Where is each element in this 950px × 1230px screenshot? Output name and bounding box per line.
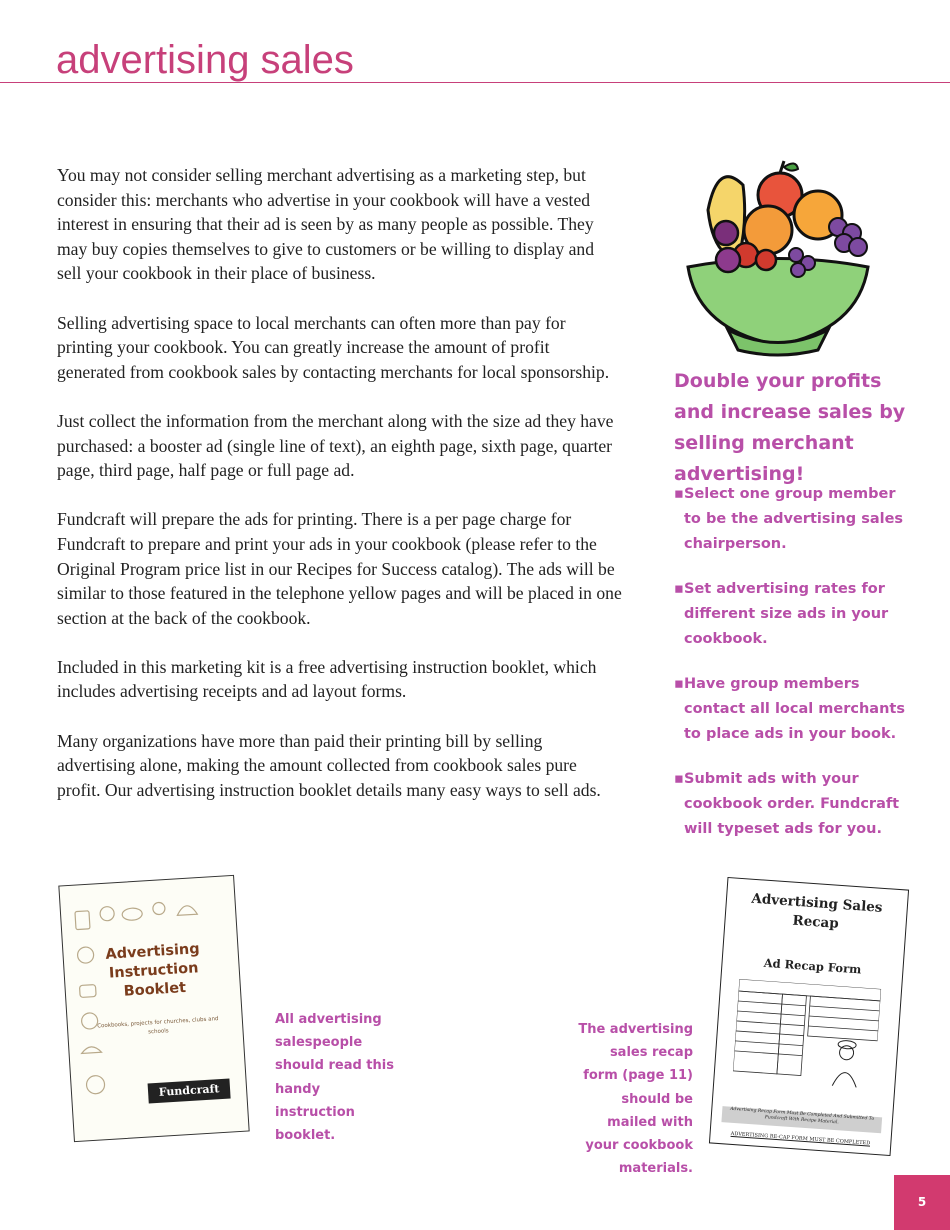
booklet-title: Advertising Instruction Booklet [105,941,201,1000]
list-item: ▪ Set advertising rates for different size ads in your cookbook. [674,577,914,652]
fundcraft-logo: Fundcraft [148,1079,231,1104]
paragraph: Fundcraft will prepare the ads for printing. There is a per page charge for Fundcraft to prepare and print your ads in your cookbook (please refer to the Original Program price list in our Recipes for Success catalog). The ads will be similar to those featured in the telephone yellow pages and will be placed in one section at the back of the cookbook. [57,509,622,628]
page-title: advertising sales [56,38,354,82]
booklet-subtitle: Cookbooks, projects for churches, clubs and schools [97,1016,219,1036]
list-item: ▪ Select one group member to be the advertising sales chairperson. [674,482,914,557]
list-item: ▪ Submit ads with your cookbook order. Fundcraft will typeset ads for you. [674,767,914,842]
sidebar-heading: Double your profits and increase sales by selling merchant advertising! [674,370,906,485]
title-rule [0,82,950,83]
paragraph: Many organizations have more than paid their printing bill by selling advertising alone, making the amount collected from cookbook sales pure profit. Our advertising instruction booklet details many easy ways to sell ads. [57,730,601,800]
recap-title: Advertising Sales Recap [750,890,883,932]
paragraph: Just collect the information from the merchant along with the size ad they have purchased: a booster ad (single line of text), an eighth page, sixth page, quarter page, third page, half page or full page ad. [57,410,614,481]
booklet-caption: All advertising salespeople should read this handy instruction booklet. [275,1012,394,1144]
recap-form-title: Ad Recap Form [763,955,862,977]
list-item: ▪ Have group members contact all local merchants to place ads in your book. [674,672,914,747]
recap-caption: The advertising sales recap form (page 11) should be mailed with your cookbook materials. [578,1022,693,1177]
recap-form-image [709,877,909,1156]
sidebar-bullet-list [674,482,914,862]
paragraph: Selling advertising space to local merchants can often more than pay for printing your cookbook. You can greatly increase the amount of profit generated from cookbook sales by contacting merchants for local sponsorship. [57,312,610,382]
body-text [57,163,622,827]
fruit-bowl-illustration [668,155,888,360]
recap-table-graphic [732,979,881,1089]
paragraph: Included in this marketing kit is a free advertising instruction booklet, which includes advertising receipts and ad layout forms. [57,656,597,702]
instruction-booklet-image [58,875,249,1142]
paragraph: You may not consider selling merchant advertising as a marketing step, but consider this: merchants who advertise in your cookbook will have a vested interest in ensuring that their ad is seen by as many people as possible. They may buy copies themselves to give to customers or be willing to display and sell your cookbook in their place of business. [57,165,595,284]
recap-footer-text: ADVERTISING RE-CAP FORM MUST BE COMPLETED [730,1130,871,1147]
recap-notice-bar: Advertising Recap Form Must Be Completed And Submitted To Fundcraft With Recipe Material. [721,1106,882,1133]
page-number: 5 [894,1175,950,1230]
